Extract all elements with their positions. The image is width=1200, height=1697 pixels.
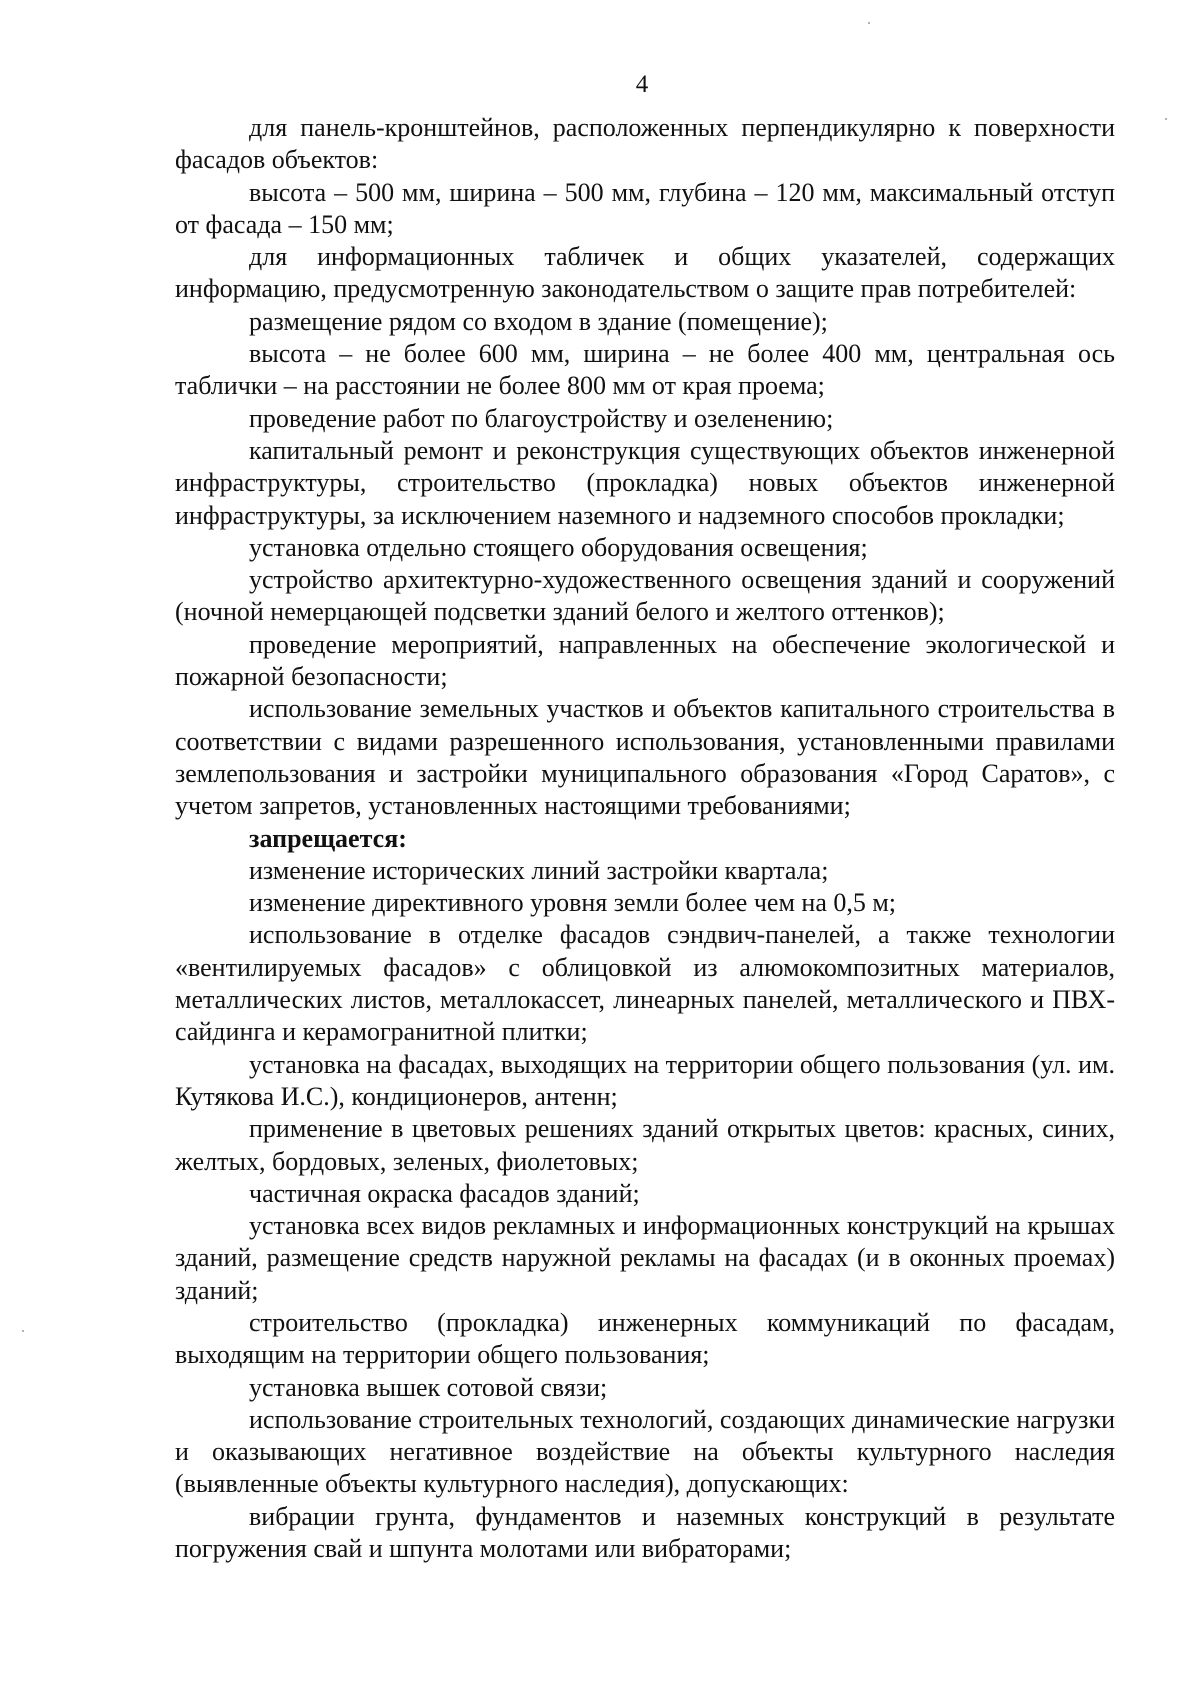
paragraph: высота – не более 600 мм, ширина – не более 400 мм, центральная ось таблички – на расстоянии не более 800 мм от края проема; — [175, 339, 1115, 401]
paragraph: размещение рядом со входом в здание (помещение); — [249, 306, 828, 336]
scan-speck — [22, 1330, 24, 1332]
paragraph: частичная окраска фасадов зданий; — [249, 1178, 640, 1208]
section-heading-prohibited: запрещается: — [249, 823, 407, 853]
paragraph: изменение исторических линий застройки квартала; — [249, 855, 829, 885]
scan-speck — [868, 22, 870, 24]
document-body — [175, 112, 1115, 1565]
paragraph: вибрации грунта, фундаментов и наземных конструкций в результате погружения свай и шпунта молотами или вибраторами; — [175, 1501, 1115, 1564]
paragraph: установка всех видов рекламных и информационных конструкций на крышах зданий, размещение средств наружной рекламы на фасадах (и в оконных проемах) зданий; — [175, 1211, 1115, 1305]
paragraph: установка отдельно стоящего оборудования освещения; — [249, 532, 868, 562]
scan-speck — [1165, 118, 1167, 120]
paragraph: строительство (прокладка) инженерных коммуникаций по фасадам, выходящим на территории общего пользования; — [175, 1307, 1115, 1370]
paragraph: установка вышек сотовой связи; — [249, 1372, 608, 1402]
paragraph: изменение директивного уровня земли более чем на 0,5 м; — [249, 888, 897, 918]
paragraph: проведение мероприятий, направленных на обеспечение экологической и пожарной безопасности; — [175, 629, 1115, 692]
paragraph: использование строительных технологий, создающих динамические нагрузки и оказывающих негативное воздействие на объекты культурного наследия (выявленные объекты культурного наследия), допускающих: — [175, 1404, 1115, 1499]
paragraph: капитальный ремонт и реконструкция существующих объектов инженерной инфраструктуры, строительство (прокладка) новых объектов инженерной инфраструктуры, за исключением наземного и надземного способов прокладки; — [175, 435, 1115, 530]
paragraph: для информационных табличек и общих указателей, содержащих информацию, предусмотренную законодательством о защите прав потребителей: — [175, 242, 1115, 304]
paragraph: использование в отделке фасадов сэндвич-панелей, а также технологии «вентилируемых фасадов» с облицовкой из алюмокомпозитных материалов, металлических листов, металлокассет, линеарных панелей, металлического и ПВХ-сайдинга и керамогранитной плитки; — [175, 920, 1115, 1047]
paragraph: установка на фасадах, выходящих на территории общего пользования (ул. им. Кутякова И.С.), кондиционеров, антенн; — [175, 1049, 1115, 1111]
paragraph: применение в цветовых решениях зданий открытых цветов: красных, синих, желтых, бордовых, зеленых, фиолетовых; — [175, 1114, 1115, 1176]
page-number: 4 — [635, 71, 649, 98]
paragraph: высота – 500 мм, ширина – 500 мм, глубина – 120 мм, максимальный отступ от фасада – 150 мм; — [175, 177, 1115, 239]
paragraph: использование земельных участков и объектов капитального строительства в соответствии с видами разрешенного использования, установленными правилами землепользования и застройки муниципального образования «Город Саратов», с учетом запретов, установленных настоящими требованиями; — [175, 694, 1115, 821]
paragraph: проведение работ по благоустройству и озеленению; — [249, 403, 834, 433]
paragraph: устройство архитектурно-художественного освещения зданий и сооружений (ночной немерцающей подсветки зданий белого и желтого оттенков); — [175, 565, 1115, 627]
paragraph: для панель-кронштейнов, расположенных перпендикулярно к поверхности фасадов объектов: — [175, 113, 1115, 175]
